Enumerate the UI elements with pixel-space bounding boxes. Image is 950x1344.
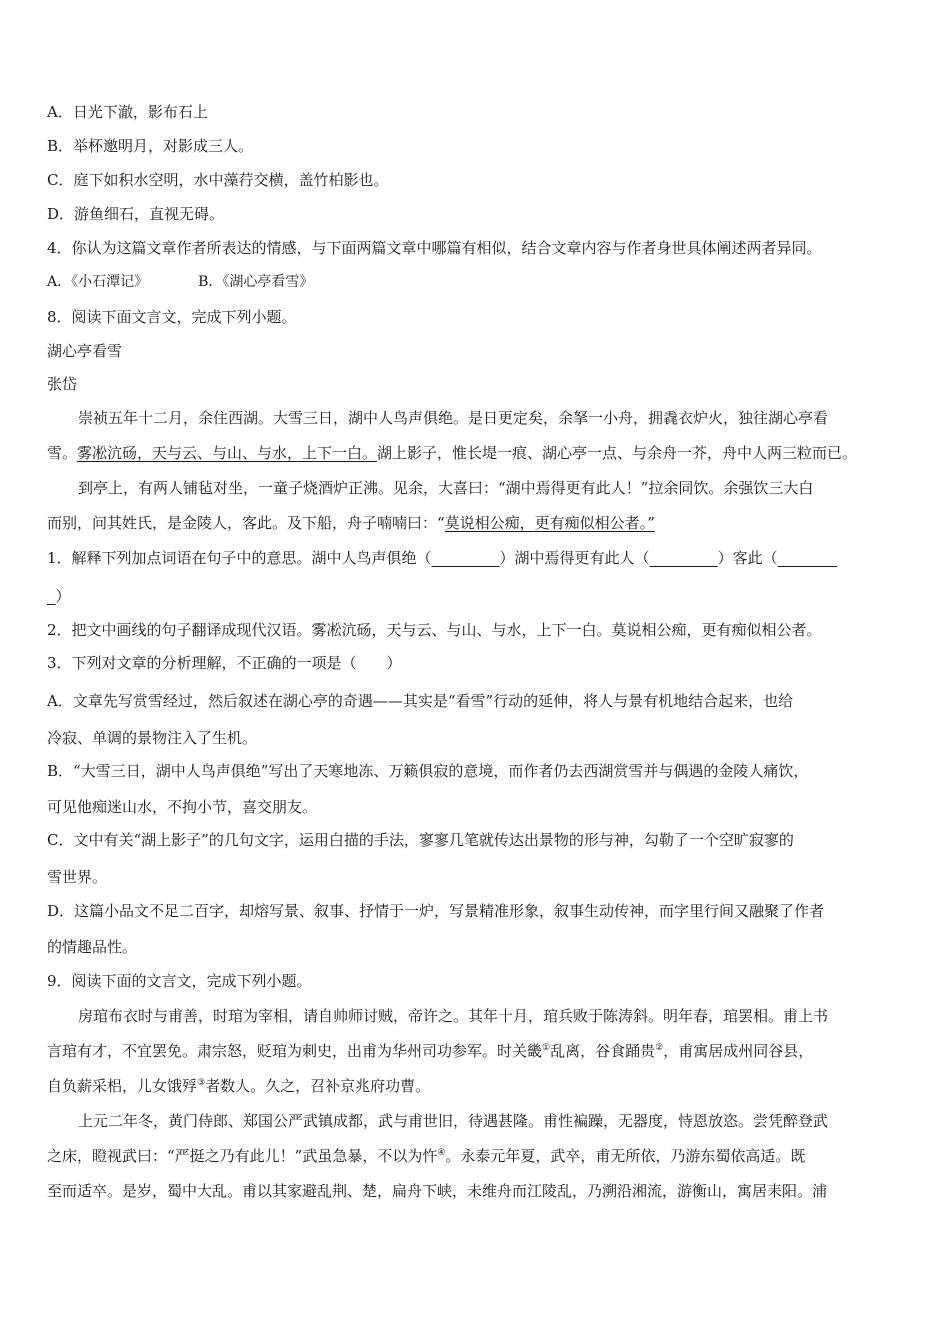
- text-span: 自负薪采梠，儿女饿殍: [47, 1077, 198, 1095]
- question-4: 4．你认为这篇文章作者所表达的情感，与下面两篇文章中哪篇有相似，结合文章内容与作者身世具体阐述两者异同。: [47, 239, 822, 257]
- question-9-heading: 9．阅读下面的文言文，完成下列小题。: [47, 972, 312, 990]
- option-a-text: A．《小石潭记》: [47, 274, 149, 290]
- text-span: ，甫寓居成州同谷县，: [663, 1042, 814, 1060]
- passage2-line: [47, 1040, 907, 1062]
- question-4-options: [47, 271, 907, 293]
- question-1: [47, 547, 907, 569]
- question-3-option-a: A．文章先写赏雪经过，然后叙述在湖心亭的奇遇——其实是“看雪”行动的延伸，将人与景有机地结合起来，也给: [47, 692, 794, 710]
- underlined-sentence-2: 莫说相公痴，更有痴似相公者。: [444, 514, 648, 532]
- question-3-option-d-cont: 的情趣品性。: [47, 938, 138, 956]
- text-span: ）: [55, 587, 71, 605]
- text-span: 1．解释下列加点词语在句子中的意思。湖中人鸟声俱绝（: [47, 549, 432, 567]
- passage-line: [47, 512, 907, 534]
- text-span: 。永泰元年夏，武卒，甫无所依，乃游东蜀依高适。既: [445, 1147, 806, 1165]
- passage-line: [47, 442, 907, 464]
- question-1-continued: [47, 585, 907, 607]
- footnote-marker: ④: [437, 1148, 446, 1158]
- option-b-text: B．《湖心亭看雪》: [198, 274, 314, 290]
- text-span: 之床，瞪视武曰：“严挺之乃有此儿！”武虽急暴，不以为忤: [47, 1147, 438, 1165]
- passage2-line: [47, 1075, 907, 1097]
- text-span: 者数人。久之，召补京兆府功曹。: [205, 1077, 431, 1095]
- question-8-heading: 8．阅读下面文言文，完成下列小题。: [47, 308, 297, 326]
- text-span: 雪。: [47, 444, 78, 462]
- question-3-option-b-cont: 可见他痴迷山水，不拘小节，喜交朋友。: [47, 798, 318, 816]
- footnote-marker: ③: [197, 1078, 206, 1088]
- passage-paragraph-1: 崇祯五年十二月，余住西湖。大雪三日，湖中人鸟声俱绝。是日更定矣，余拏一小舟，拥毳衣炉火，独往湖心亭看: [78, 409, 829, 427]
- passage2-paragraph-2: 上元二年冬，黄门侍郎、郑国公严武镇成都，武与甫世旧，待遇甚隆。甫性褊躁，无器度，恃恩放恣。尝凭醉登武: [78, 1112, 829, 1130]
- text-span: 湖上影子，惟长堤一痕、湖心亭一点、与余舟一芥，舟中人两三粒而已。: [377, 444, 858, 462]
- closing-quote: ”: [647, 514, 655, 532]
- text-span: 言琯有才，不宜罢免。肃宗怒，贬琯为刺史，出甫为华州司功参军。时关畿: [47, 1042, 543, 1060]
- footnote-marker: ①: [542, 1043, 551, 1053]
- question-3-option-d: D．这篇小品文不足二百字，却熔写景、叙事、抒情于一炉，写景精准形象，叙事生动传神，而字里行间又融聚了作者: [47, 902, 825, 920]
- text-span: ）客此（: [717, 549, 778, 567]
- question-2: 2．把文中画线的句子翻译成现代汉语。雾凇沆砀，天与云、与山、与水，上下一白。莫说相公痴，更有痴似相公者。: [47, 621, 822, 639]
- option-b-line: B．举杯邀明月，对影成三人。: [47, 137, 254, 155]
- text-span: 乱离，谷食踊贵: [550, 1042, 656, 1060]
- answer-blank-3[interactable]: _______: [777, 549, 838, 567]
- option-c-line: C．庭下如积水空明，水中藻荇交横，盖竹柏影也。: [47, 171, 389, 189]
- answer-blank-2[interactable]: ________: [649, 549, 718, 567]
- question-3-option-c-cont: 雪世界。: [47, 868, 108, 886]
- passage2-line: 至而适卒。是岁，蜀中大乱。甫以其家避乱荆、楚，扁舟下峡，未维舟而江陵乱，乃溯沿湘流，游衡山，寓居耒阳。浦: [47, 1182, 828, 1200]
- question-3-option-a-cont: 冷寂、单调的景物注入了生机。: [47, 729, 258, 747]
- text-span: 而别，问其姓氏，是金陵人，客此。及下船，舟子喃喃曰：“: [47, 514, 445, 532]
- option-d-line: D．游鱼细石，直视无碍。: [47, 205, 225, 223]
- option-a-line: A．日光下澈，影布石上: [47, 103, 208, 121]
- answer-blank-1[interactable]: ________: [431, 549, 500, 567]
- passage-title: 湖心亭看雪: [47, 342, 123, 360]
- question-3-option-c: C．文中有关“湖上影子”的几句文字，运用白描的手法，寥寥几笔就传达出景物的形与神，勾勒了一个空旷寂寥的: [47, 831, 794, 849]
- text-span: ）湖中焉得更有此人（: [499, 549, 650, 567]
- passage-paragraph-2: 到亭上，有两人铺毡对坐，一童子烧酒炉正沸。见余，大喜曰：“湖中焉得更有此人！”拉余同饮。余强饮三大白: [78, 479, 814, 497]
- passage-author: 张岱: [47, 375, 78, 393]
- passage2-line: [47, 1145, 907, 1167]
- question-3: 3．下列对文章的分析理解，不正确的一项是（ ）: [47, 654, 402, 672]
- answer-blank-3-end[interactable]: _: [47, 587, 56, 605]
- question-3-option-b: B．“大雪三日，湖中人鸟声俱绝”写出了天寒地冻、万籁俱寂的意境，而作者仍去西湖赏雪并与偶遇的金陵人痛饮，: [47, 762, 809, 780]
- passage2-paragraph-1: 房琯布衣时与甫善，时琯为宰相，请自帅师讨贼，帝许之。其年十月，琯兵败于陈涛斜。明年春，琯罢相。甫上书: [78, 1007, 829, 1025]
- footnote-marker: ②: [655, 1043, 664, 1053]
- underlined-sentence-1: 雾凇沆砀，天与云、与山、与水，上下一白。: [77, 444, 378, 462]
